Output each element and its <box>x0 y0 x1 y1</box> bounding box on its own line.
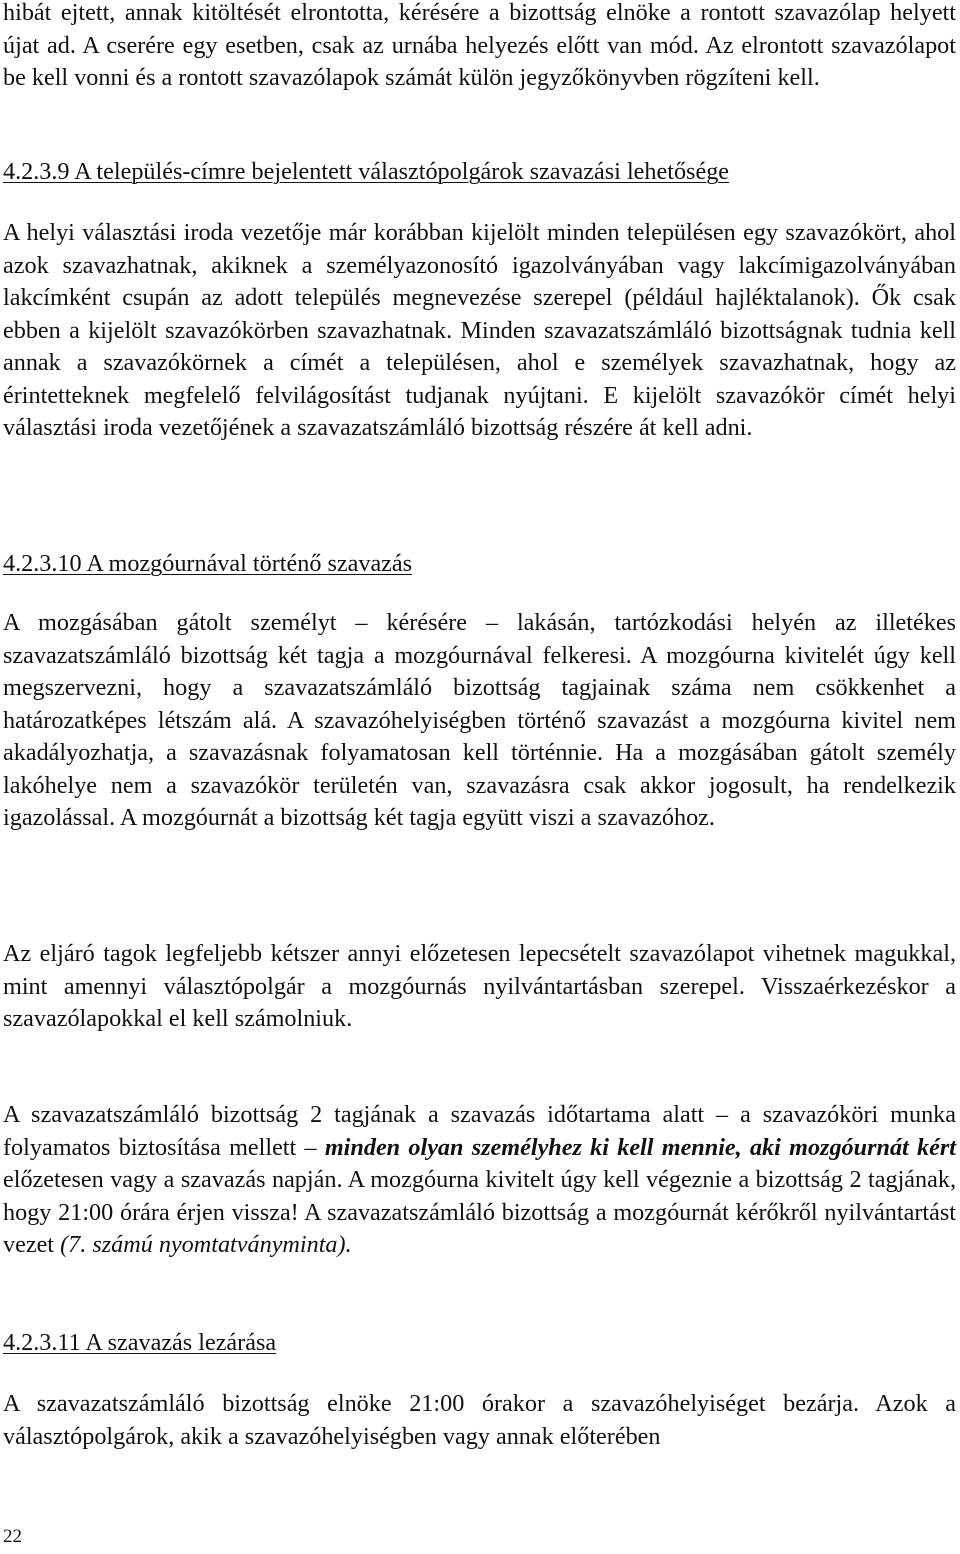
section-4-2-3-10-paragraph-1: A mozgásában gátolt személyt – kérésére – lakásán, tartózkodási helyén az illetékes szavazatszámláló bizottság két tagja a mozgóurnával felkeresi. A mozgóurna kivitelét úgy kell megszervezni, hogy a szavazatszámláló bizottság tagjainak száma nem csökkenhet a határozatképes létszám alá. A szavazóhelyiségben történő szavazást a mozgóurna kivitel nem akadályozhatja, a szavazásnak folyamatosan kell történnie. Ha a mozgásában gátolt személy lakóhelye nem a szavazókör területén van, szavazásra csak akkor jogosult, ha rendelkezik igazolással. A mozgóurnát a bizottság két tagja együtt viszi a szavazóhoz. <box>3 609 956 831</box>
section-4-2-3-9-paragraph: A helyi választási iroda vezetője már korábban kijelölt minden településen egy szavazókört, ahol azok szavazhatnak, akiknek a személyazonosító igazolványában vagy lakcímigazolványában lakcímként csupán az adott település megnevezése szerepel (például hajléktalanok). Ők csak ebben a kijelölt szavazókörben szavazhatnak. Minden szavazatszámláló bizottságnak tudnia kell annak a szavazókörnek a címét a településen, ahol e személyek szavazhatnak, hogy az érintetteknek megfelelő felvilágosítást tudjanak nyújtani. E kijelölt szavazókör címét helyi választási iroda vezetőjének a szavazatszámláló bizottság részére át kell adni. <box>3 219 956 441</box>
section-heading-4-2-3-10 <box>3 548 956 581</box>
page-number: 22 <box>3 1526 22 1547</box>
section-heading-4-2-3-9-text: 4.2.3.9 A település-címre bejelentett választópolgárok szavazási lehetősége <box>3 158 730 185</box>
paragraph-3-emphasis: minden olyan személyhez ki kell mennie, aki mozgóurnát kért <box>324 1133 956 1161</box>
section-4-2-3-10-paragraph-3 <box>3 1099 956 1262</box>
paragraph-3-text-end: előzetesen vagy a szavazás napján. A mozgóurna kivitelt úgy kell végeznie a bizottság 2 tagjának, hogy 21:00 órára érjen vissza! A szavazatszámláló bizottság a mozgóurnát kérőkről nyilvántartást vezet <box>3 1166 956 1258</box>
section-4-2-3-10-paragraph-2: Az eljáró tagok legfeljebb kétszer annyi előzetesen lepecsételt szavazólapot vihetnek magukkal, mint amennyi választópolgár a mozgóurnás nyilvántartásban szerepel. Visszaérkezéskor a szavazólapokkal el kell számolniuk. <box>3 940 956 1032</box>
section-heading-4-2-3-11 <box>3 1327 956 1360</box>
section-heading-4-2-3-10-text: 4.2.3.10 A mozgóurnával történő szavazás <box>3 550 413 577</box>
paragraph-3-text-start: A szavazatszámláló bizottság 2 tagjának a szavazás időtartama alatt – a szavazóköri munka folyamatos biztosítása mellett – <box>3 1101 956 1161</box>
section-4-2-3-11-paragraph: A szavazatszámláló bizottság elnöke 21:00 órakor a szavazóhelyiséget bezárja. Azok a választópolgárok, akik a szavazóhelyiségben vagy annak előterében <box>3 1390 956 1450</box>
form-reference: (7. számú nyomtatványminta). <box>60 1231 352 1258</box>
section-heading-4-2-3-11-text: 4.2.3.11 A szavazás lezárása <box>3 1329 277 1356</box>
section-heading-4-2-3-9 <box>3 156 956 189</box>
intro-paragraph: hibát ejtett, annak kitöltését elrontotta, kérésére a bizottság elnöke a rontott szavazólap helyett újat ad. A cserére egy esetben, csak az urnába helyezés előtt van mód. Az elrontott szavazólapot be kell vonni és a rontott szavazólapok számát külön jegyzőkönyvben rögzíteni kell. <box>3 0 956 91</box>
